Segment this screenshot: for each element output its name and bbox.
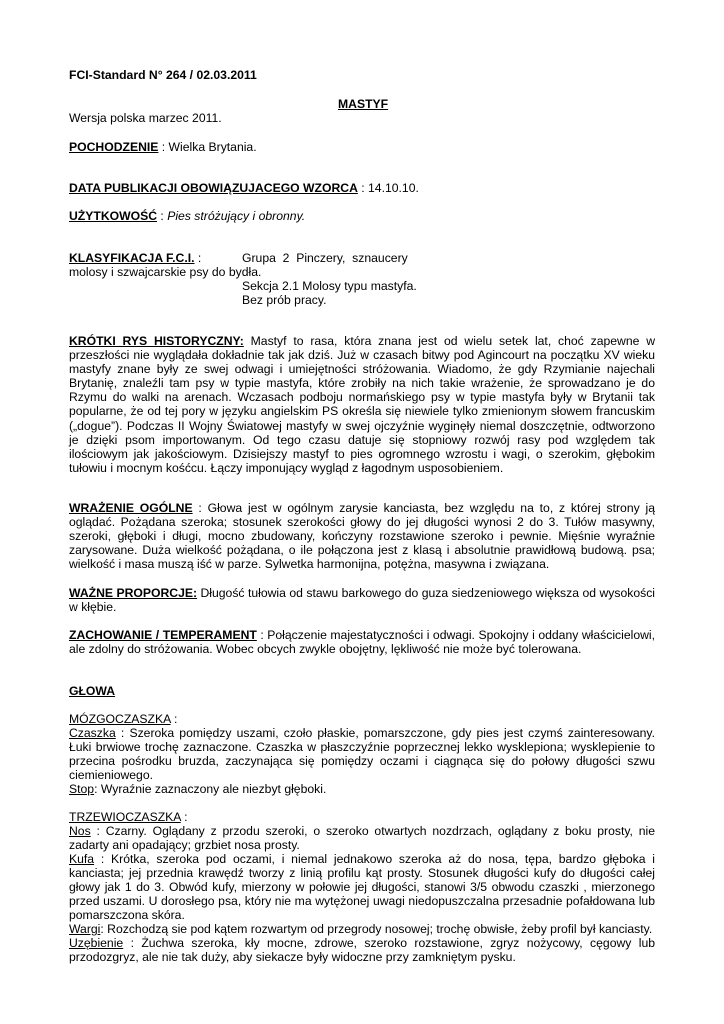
nose-label: Nos: [69, 824, 91, 838]
stop-label: Stop: [69, 782, 95, 796]
proportions-label: WAŻNE PROPORCJE:: [69, 586, 198, 600]
utilization-value: Pies stróżujący i obronny.: [167, 209, 306, 223]
nose-text: : Czarny. Oglądany z przodu szeroki, o szeroko otwartych nozdrzach, oglądany z boku prosty, nie zadarty ani opadający; grzbiet nosa prosty.: [69, 824, 655, 853]
version-line: Wersja polska marzec 2011.: [69, 111, 222, 125]
utilization-sep: :: [157, 209, 168, 223]
cranial-region-label: MÓZGOCZASZKA: [69, 712, 171, 726]
lips-text: : Rozchodzą sie pod kątem rozwartym od przegrody nosowej; trochę obwisłe, żeby profil był kanciasty.: [100, 922, 653, 936]
teeth-label: Uzębienie: [69, 936, 124, 950]
stop-paragraph: [69, 782, 655, 796]
general-appearance-paragraph: [69, 501, 655, 571]
muzzle-paragraph: [69, 852, 655, 922]
lips-paragraph: [69, 922, 655, 936]
muzzle-label: Kufa: [69, 852, 95, 866]
history-label: KRÓTKI RYS HISTORYCZNY:: [69, 334, 244, 348]
origin-value: : Wielka Brytania.: [158, 140, 257, 154]
proportions-text: Długość tułowia od stawu barkowego do guza siedzeniowego większa od wysokości w kłębie.: [69, 586, 656, 615]
skull-paragraph: [69, 726, 655, 782]
breed-title: MASTYF: [338, 97, 389, 111]
standard-header: FCI-Standard N° 264 / 02.03.2011: [69, 68, 257, 82]
stop-text: : Wyraźnie zaznaczony ale niezbyt głęboki.: [94, 782, 327, 796]
publication-line: [69, 181, 419, 195]
behaviour-paragraph: [69, 628, 655, 656]
classification-trial: Bez prób pracy.: [242, 293, 327, 307]
head-section-title: GŁOWA: [69, 684, 116, 698]
teeth-text: : Żuchwa szeroka, kły mocne, zdrowe, szeroko rozstawione, zgryz nożycowy, cęgowy lub przodozgryz, ale nie tak duży, aby siekacze były widoczne przy zamkniętym pysku.: [69, 936, 655, 965]
publication-value: : 14.10.10.: [357, 181, 419, 195]
utilization-label: UŻYTKOWOŚĆ: [69, 209, 158, 223]
classification-group: Grupa 2 Pinczery, sznaucery: [242, 251, 408, 265]
muzzle-text: : Krótka, szeroka pod oczami, i niemal jednakowo szeroka aż do nosa, tępa, bardzo głęboka i kanciasta; jej przednia krawędź tworzy z linią profilu kąt prosty. Stosunek długości kufy do długości całej głowy jak 1 do 3. Obwód kufy, mierzony w połowie jej długości, stanowi 3/5 obwodu czaszki , mierzonego przed uszami. U dorosłego psa, który nie ma wytężonej uwagi niedopuszczalna przesadnie pofałdowana lub pomarszczona skóra.: [69, 852, 655, 923]
cranial-region-colon: :: [170, 712, 178, 726]
history-text: Mastyf to rasa, która znana jest od wielu setek lat, choć zapewne w przeszłości nie wyglądała dokładnie tak jak dziś. Już w czasach bitwy pod Agincourt na początku XV wieku mastyfy znane były ze swej odwagi i umiejętności stróżowania. Wiadomo, że gdy Rzymianie najechali Brytanię, znaleźli tam psy w typie mastyfa, które zrobiły na nich takie wrażenie, że sprowadzano je do Rzymu do walki na arenach. Wczasach podboju normańskiego psy w typie mastyfa były w Brytanii tak popularne, że od tej pory w języku angielskim PS określa się niewiele tylko zmienionym słowem francuskim („dogue”). Podczas II Wojny Światowej mastyfy w swej ojczyźnie wyginęły niemal doszczętnie, odtworzono je dzięki psom importowanym. Od tego czasu datuje się stopniowy rozwój rasy pod względem tak ilościowym jak jakościowym. Dzisiejszy mastyf to pies ogromnego wzrostu i wagi, o szerokim, głębokim tułowiu i mocnym kośćcu. Łączy imponujący wygląd z łagodnym usposobieniem.: [69, 334, 656, 475]
general-appearance-label: WRAŻENIE OGÓLNE: [69, 501, 193, 515]
proportions-paragraph: [69, 586, 655, 614]
nose-paragraph: [69, 824, 655, 852]
behaviour-label: ZACHOWANIE / TEMPERAMENT: [69, 628, 257, 642]
classification-section: Sekcja 2.1 Molosy typu mastyfa.: [242, 279, 417, 293]
facial-region-label: TRZEWIOCZASZKA: [69, 810, 181, 824]
classification-label: KLASYFIKACJA F.C.I.: [69, 251, 195, 265]
origin-label: POCHODZENIE: [69, 140, 159, 154]
teeth-paragraph: [69, 936, 655, 964]
utilization-line: [69, 209, 305, 223]
behaviour-text: : Połączenie majestatyczności i odwagi. Spokojny i oddany właścicielowi, ale zdolny do stróżowania. Wobec obcych zwykle obojętny, lękliwość nie może być tolerowana.: [69, 628, 655, 657]
classification-label-line: [69, 251, 201, 265]
facial-region-colon: :: [180, 810, 188, 824]
lips-label: Wargi: [69, 922, 101, 936]
classification-sep: :: [194, 251, 202, 265]
classification-group-cont: molosy i szwajcarskie psy do bydła.: [69, 265, 262, 279]
publication-label: DATA PUBLIKACJI OBOWIĄZUJACEGO WZORCA: [69, 181, 358, 195]
history-paragraph: [69, 334, 655, 475]
facial-region-title: [69, 810, 188, 824]
origin-line: [69, 140, 257, 154]
skull-label: Czaszka: [69, 726, 116, 740]
skull-text: : Szeroka pomiędzy uszami, czoło płaskie, pomarszczone, gdy pies jest czymś zainteresowany. Łuki brwiowe trochę zaznaczone. Czaszka w płaszczyźnie poprzecznej lekko wysklepiona; wysklepienie to przecina pośrodku bruzda, zaczynająca się pomiędzy oczami i ciągnąca się do połowy długości szwu ciemieniowego.: [69, 726, 655, 783]
general-appearance-text: : Głowa jest w ogólnym zarysie kanciasta, bez względu na to, z której strony ją oglądać. Pożądana szeroka; stosunek szerokości głowy do jej długości wynosi 2 do 3. Tułów masywny, szeroki, głęboki i długi, mocno zbudowany, kończyny rozstawione szeroko i pewnie. Mięśnie wyraźnie zarysowane. Duża wielkość pożądana, o ile połączona jest z klasą i absolutnie prawidłową budową. psa; wielkość i masa muszą iść w parze. Sylwetka harmonijna, potężna, masywna i związana.: [69, 501, 655, 572]
cranial-region-title: [69, 712, 177, 726]
